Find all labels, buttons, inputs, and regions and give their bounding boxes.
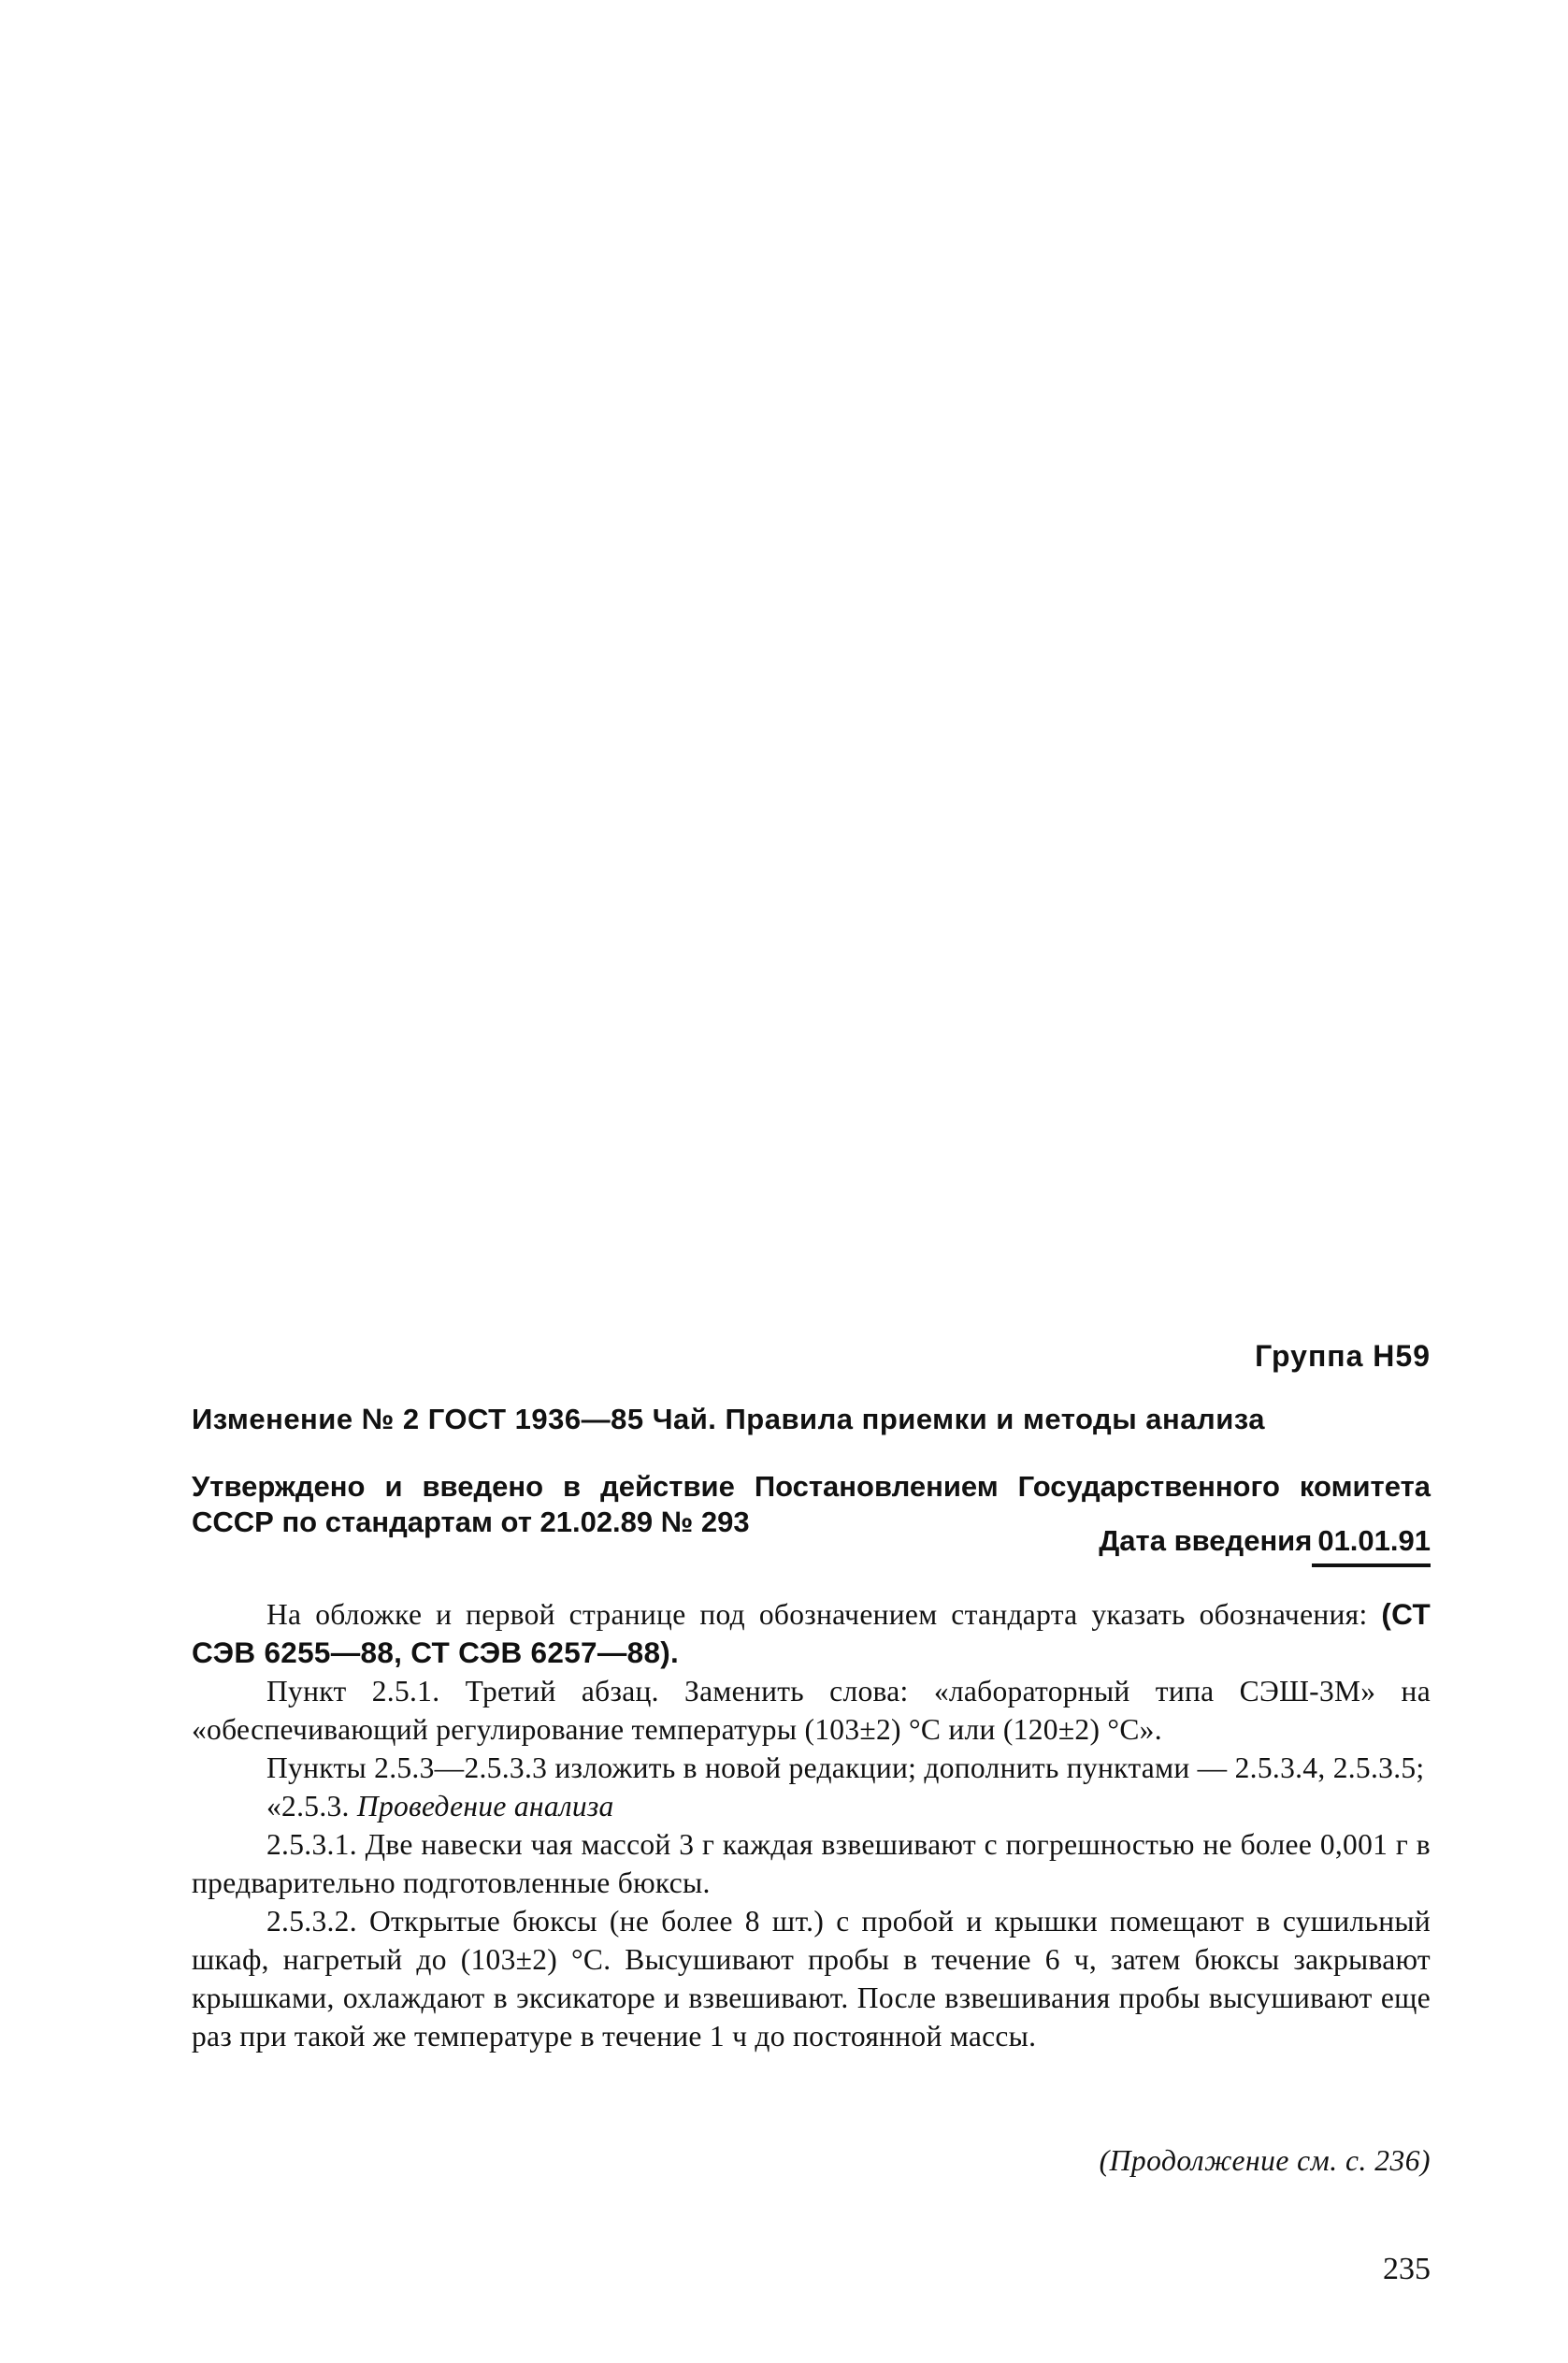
paragraph-cover-text: На обложке и первой странице под обозначением стандарта указать обозначения: [266,1598,1382,1631]
paragraph-2-5-3-replace: Пункты 2.5.3—2.5.3.3 изложить в новой редакции; дополнить пунктами — 2.5.3.4, 2.5.3.5; [266,1751,1425,1784]
approval-statement: Утверждено и введено в действие Постановлением Государственного комитета СССР по стандартам от 21.02.89 № 293 [192,1470,1431,1538]
paragraph-2-5-3-2: 2.5.3.2. Открытые бюксы (не более 8 шт.) с пробой и крышки помещают в сушильный шкаф, нагретый до (103±2) °С. Высушивают пробы в течение 6 ч, затем бюксы закрывают крышками, охлаждают в эксикаторе и взвешивают. После взвешивания пробы высушивают еще раз при такой же температуре в течение 1 ч до постоянной массы. [192,1905,1431,2053]
heading-title: Проведение анализа [356,1790,614,1823]
group-code: Группа Н59 [1255,1339,1431,1373]
paragraph-2-5-3-heading [192,1787,1431,1825]
continuation-note: (Продолжение см. с. 236) [1099,2144,1431,2177]
page-number: 235 [1383,2252,1431,2286]
effective-date-value: 01.01.91 [1312,1524,1431,1567]
paragraph-2-5-1: Пункт 2.5.1. Третий абзац. Заменить слова: «лабораторный типа СЭШ-3М» на «обеспечивающий регулирование температуры (103±2) °С или (120±2) °С». [192,1675,1431,1746]
amendment-body [192,1595,1431,2055]
heading-number: «2.5.3. [266,1790,357,1823]
paragraph-cover [192,1595,1431,1672]
effective-date [1099,1524,1431,1567]
paragraph-cover-standards: (СТ СЭВ 6255—88, СТ СЭВ 6257—88). [192,1597,1431,1669]
amendment-title: Изменение № 2 ГОСТ 1936—85 Чай. Правила приемки и методы анализа [192,1403,1265,1435]
effective-date-label: Дата введения [1099,1524,1313,1557]
paragraph-2-5-3-1: 2.5.3.1. Две навески чая массой 3 г каждая взвешивают с погрешностью не более 0,001 г в предварительно подготовленные бюксы. [192,1828,1431,1899]
